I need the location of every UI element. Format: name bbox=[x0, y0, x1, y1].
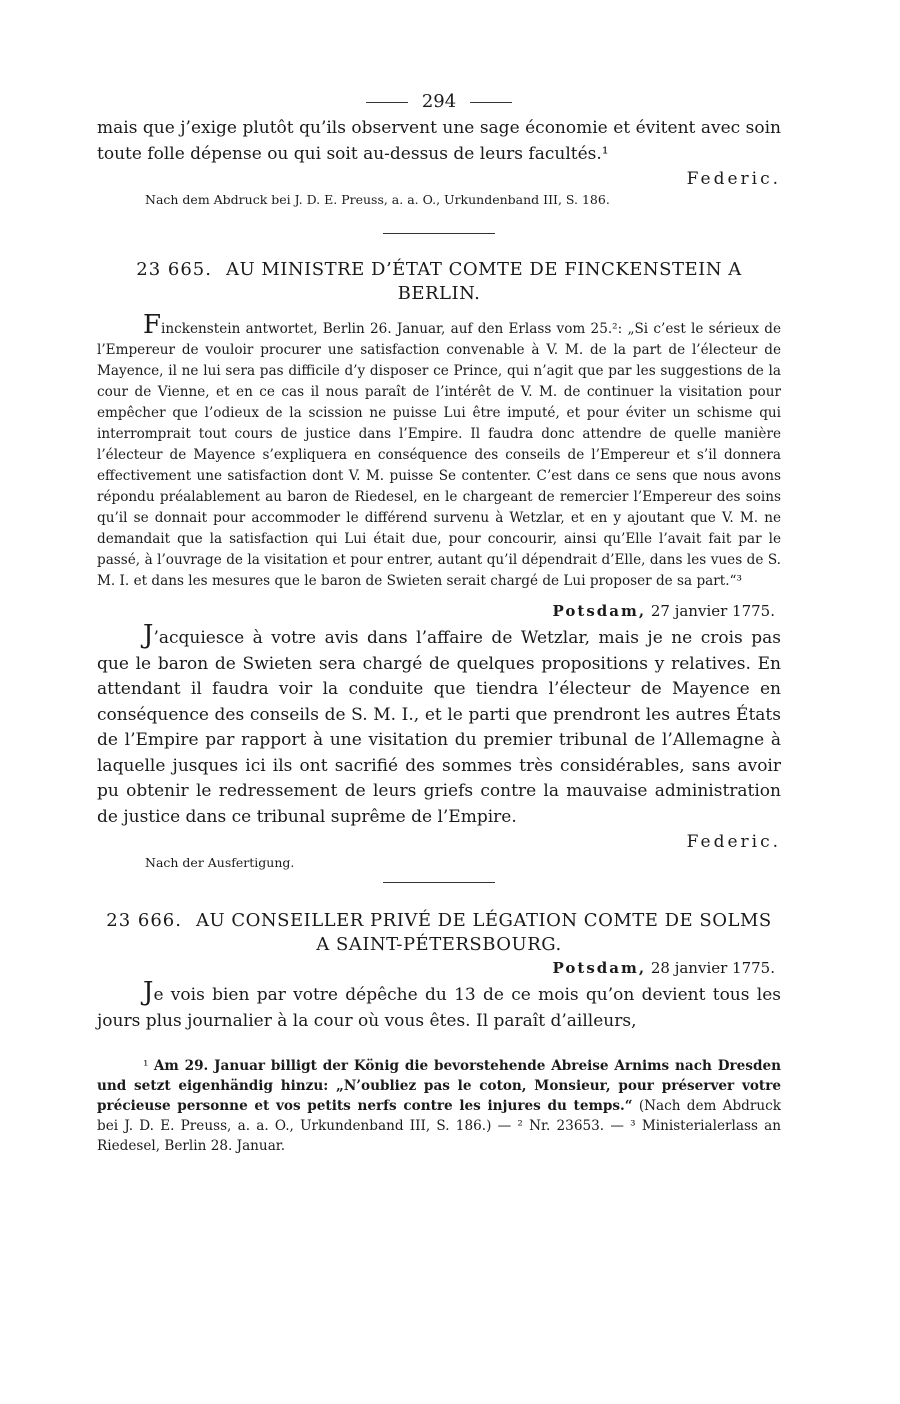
header-rule-right bbox=[470, 102, 512, 103]
source-note-top: Nach dem Abdruck bei J. D. E. Preuss, a. a. O., Urkundenband III, S. 186. bbox=[145, 192, 610, 207]
footnote-1-tail: (Nach dem Abdruck bei J. D. E. Preuss, a. a. O., Urkundenband III, S. 186.) — bbox=[97, 1098, 781, 1134]
date-place-2: Potsdam, bbox=[552, 959, 647, 977]
letter-23665-heading bbox=[97, 258, 781, 306]
letter-number-2: 23 666. bbox=[106, 910, 182, 931]
page bbox=[97, 88, 781, 1156]
letter-23665-summary bbox=[97, 312, 781, 592]
letter-23666-dateline bbox=[97, 957, 781, 979]
source-note-23665: Nach der Ausfertigung. bbox=[145, 855, 295, 870]
date-place: Potsdam, bbox=[552, 602, 647, 620]
date-text: 27 janvier 1775. bbox=[650, 602, 775, 620]
letter-23665-body bbox=[97, 622, 781, 830]
letter-23666-body bbox=[97, 979, 781, 1034]
body-initial: J bbox=[143, 620, 154, 650]
body-text: ’acquiesce à votre avis dans l’affaire de Wetzlar, mais je ne crois pas que le baron de Swieten sera chargé de quelques propositions y relatives. En attendant il faudra voir la conduite que tiendra l’électeur de Mayence en conséquence des conseils de S. M. I., et le parti que prendront les autres États de l’Empire par rapport à une visitation du premier tribunal de l’Allemagne à laquelle jusques ici ils ont sacrifié des sommes très considérables, sans avoir pu obtenir le redressement de leurs griefs contre la mauvaise administration de justice dans ce tribunal suprême de l’Empire. bbox=[97, 628, 781, 827]
letter-number: 23 665. bbox=[136, 259, 212, 280]
footnote-1-lead: Am 29. Januar billigt der König die bevorstehende Abreise Arnims nach Dresden und setzt eigenhändig hinzu: „N’oubliez pas le coton, Monsieur, pour préserver votre précieuse personne et vos petits nerfs contre les injures du temps.“ bbox=[97, 1058, 781, 1114]
footnotes bbox=[97, 1056, 781, 1156]
page-header bbox=[97, 88, 781, 116]
signature-top: Federic. bbox=[686, 169, 781, 189]
footnote-2: ² Nr. 23653. — bbox=[517, 1118, 624, 1134]
letter-23665-dateline bbox=[97, 600, 781, 622]
body-initial-2: J bbox=[143, 977, 154, 1007]
footnote-1-marker: ¹ bbox=[143, 1058, 149, 1074]
page-number: 294 bbox=[421, 91, 457, 112]
signature-23665: Federic. bbox=[686, 832, 781, 852]
letter-title: AU MINISTRE D’ÉTAT COMTE DE FINCKENSTEIN A BERLIN. bbox=[225, 259, 742, 304]
continuation-text: mais que j’exige plutôt qu’ils observent une sage économie et évitent avec soin toute folle dépense ou qui soit au-dessus de leurs facultés.¹ bbox=[97, 118, 781, 164]
header-rule-left bbox=[366, 102, 408, 103]
letter-23666-heading bbox=[97, 909, 781, 957]
footnote-3: ³ Ministerialerlass an Riedesel, Berlin 28. Januar. bbox=[97, 1118, 782, 1154]
summary-initial: F bbox=[143, 310, 162, 340]
summary-text: inckenstein antwortet, Berlin 26. Januar, auf den Erlass vom 25.²: „Si c’est le sérieux de l’Empereur de vouloir procurer une satisfaction convenable à V. M. de la part de l’électeur de Mayence, il ne lui sera pas difficile d’y disposer ce Prince, qui n’agit que par les suggestions de la cour de Vienne, et en ce cas il nous paraît de l’intérêt de V. M. de continuer la visitation pour empêcher que l’odieux de la scission ne puisse Lui être imputé, et pour éviter un schisme qui interromprait tout cours de justice dans l’Empire. Il faudra donc attendre de quelle manière l’électeur de Mayence s’expliquera en conséquence des conseils de l’Empereur et s’il donnera effectivement une satisfaction dont V. M. puisse Se contenter. C’est dans ce sens que nous avons répondu préalablement au baron de Riedesel, en le chargeant de remercier l’Empereur des soins qu’il se donnait pour accommoder le différend survenu à Wetzlar, et en y ajoutant que V. M. ne demandait que la satisfaction qui Lui était due, pour concourir, ainsi qu’Elle l’avait fait par le passé, à l’ouvrage de la visitation et pour entrer, autant qu’il dépendrait d’Elle, dans les vues de S. M. I. et dans les mesures que le baron de Swieten serait chargé de Lui proposer de sa part.“³ bbox=[97, 321, 781, 589]
date-text-2: 28 janvier 1775. bbox=[650, 959, 775, 977]
body-text-2: e vois bien par votre dépêche du 13 de ce mois qu’on devient tous les jours plus journalier à la cour où vous êtes. Il paraît d’ailleurs, bbox=[97, 985, 781, 1031]
letter-title-2: AU CONSEILLER PRIVÉ DE LÉGATION COMTE DE SOLMS A SAINT-PÉTERSBOURG. bbox=[195, 910, 772, 955]
